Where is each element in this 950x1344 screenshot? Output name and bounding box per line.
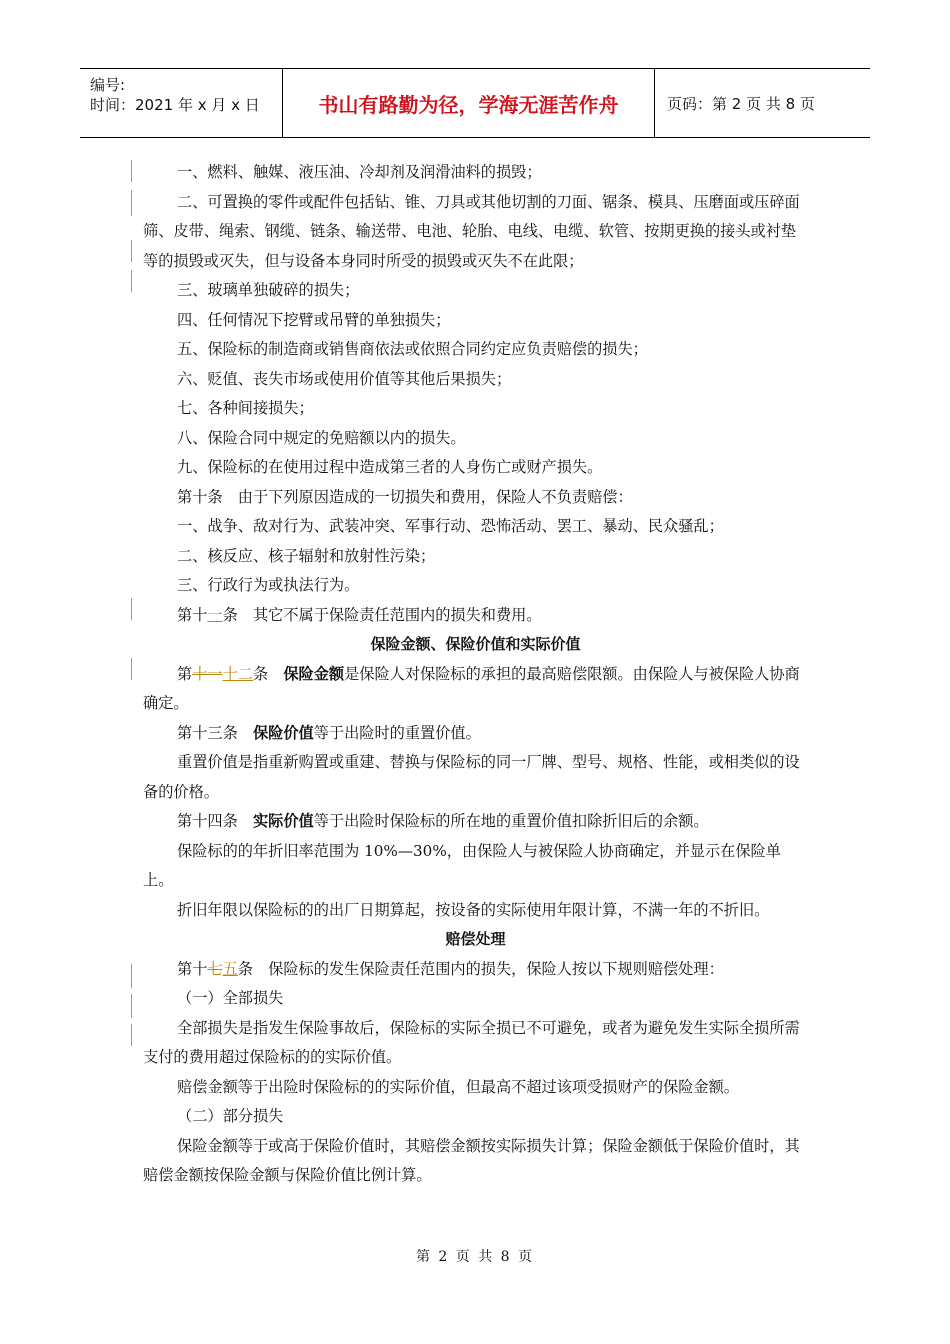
revision-bar xyxy=(131,964,132,988)
paragraph xyxy=(143,719,808,749)
paragraph: 四、任何情况下挖臂或吊臂的单独损失； xyxy=(177,310,451,329)
paragraph: 折旧年限以保险标的的出厂日期算起，按设备的实际使用年限计算，不满一年的不折旧。 xyxy=(177,900,770,919)
revision-bar xyxy=(131,658,132,680)
text-run: 第十 xyxy=(177,959,208,978)
header-page-info: 页码：第 2 页 共 8 页 xyxy=(667,94,815,113)
page-header xyxy=(80,68,870,138)
paragraph: 二、核反应、核子辐射和放射性污染； xyxy=(177,546,436,565)
paragraph xyxy=(143,660,808,719)
revision-bar xyxy=(131,598,132,620)
paragraph: 七、各种间接损失； xyxy=(177,399,314,417)
text-run: 第十四条 xyxy=(177,812,253,830)
paragraph: 八、保险合同中规定的免赔额以内的损失。 xyxy=(177,428,466,447)
text-run: 等于出险时保险标的所在地的重置价值扣除折旧后的余额。 xyxy=(313,812,709,830)
revision-insert: 十二 xyxy=(222,664,253,683)
bold-term: 实际价值 xyxy=(252,812,314,830)
section-heading: 赔偿处理 xyxy=(445,930,506,948)
paragraph: 五、保险标的制造商或销售商依法或依照合同约定应负责赔偿的损失； xyxy=(177,340,648,358)
revision-bar xyxy=(131,1024,132,1046)
paragraph xyxy=(143,807,808,837)
text-run: 第十 xyxy=(177,605,208,624)
paragraph: （一）全部损失 xyxy=(177,989,284,1007)
revision-bar xyxy=(131,190,132,216)
text-run: 条 保险标的发生保险责任范围内的损失，保险人按以下规则赔偿处理： xyxy=(237,959,724,978)
revision-bar xyxy=(131,270,132,292)
paragraph: 全部损失是指发生保险事故后，保险标的实际全损已不可避免，或者为避免发生实际全损所需支付的费用超过保险标的的实际价值。 xyxy=(143,1018,800,1066)
bold-term: 保险金额 xyxy=(283,664,345,683)
revision-bar xyxy=(131,994,132,1018)
header-motto: 书山有路勤为径，学海无涯苦作舟 xyxy=(282,69,655,137)
paragraph: 第十条 由于下列原因造成的一切损失和费用，保险人不负责赔偿： xyxy=(177,487,633,506)
paragraph: 六、贬值、丧失市场或使用价值等其他后果损失； xyxy=(177,369,512,388)
text-run: 第十三条 xyxy=(177,723,253,742)
revision-delete: 七 xyxy=(207,959,223,978)
paragraph: （二）部分损失 xyxy=(177,1107,284,1125)
time-label: 时间：2021 年 x 月 x 日 xyxy=(90,96,260,114)
revision-insert: 一 xyxy=(207,605,223,624)
revision-insert: 五 xyxy=(222,959,238,978)
text-run: 是保险人对保险标的承担的最高赔偿限额。由保险人与被保险人协商确定。 xyxy=(143,664,800,712)
page-footer: 第 2 页 共 8 页 xyxy=(415,1249,535,1265)
paragraph: 一、燃料、触媒、液压油、冷却剂及润滑油料的损毁； xyxy=(177,163,542,181)
paragraph: 三、行政行为或执法行为。 xyxy=(177,576,360,594)
paragraph: 二、可置换的零件或配件包括钻、锥、刀具或其他切割的刀面、锯条、模具、压磨面或压碎面筛、皮带、绳索、钢缆、链条、输送带、电池、轮胎、电线、电缆、软管、按期更换的接头或衬垫等的损毁或灭失，但与设备本身同时所受的损毁或灭失不在此限； xyxy=(143,192,800,270)
paragraph xyxy=(143,955,808,985)
number-label: 编号: xyxy=(90,76,126,94)
paragraph: 保险金额等于或高于保险价值时，其赔偿金额按实际损失计算；保险金额低于保险价值时，其赔偿金额按保险金额与保险价值比例计算。 xyxy=(143,1136,800,1184)
text-run: 第 xyxy=(177,664,193,683)
bold-term: 保险价值 xyxy=(252,723,314,742)
paragraph: 三、玻璃单独破碎的损失； xyxy=(177,281,360,299)
paragraph: 赔偿金额等于出险时保险标的的实际价值，但最高不超过该项受损财产的保险金额。 xyxy=(177,1077,739,1096)
revision-delete: 十一 xyxy=(192,664,223,683)
text-run: 条 xyxy=(252,664,284,683)
revision-bar xyxy=(131,240,132,262)
paragraph: 一、战争、敌对行为、武装冲突、军事行动、恐怖活动、罢工、暴动、民众骚乱； xyxy=(177,517,724,535)
section-heading: 保险金额、保险价值和实际价值 xyxy=(370,635,581,653)
document-body xyxy=(143,158,808,1191)
revision-bar xyxy=(131,160,132,182)
header-meta xyxy=(80,69,282,137)
paragraph: 九、保险标的在使用过程中造成第三者的人身伤亡或财产损失。 xyxy=(177,458,603,476)
paragraph: 重置价值是指重新购置或重建、替换与保险标的同一厂牌、型号、规格、性能，或相类似的设备的价格。 xyxy=(143,753,800,801)
paragraph xyxy=(143,601,808,631)
text-run: 等于出险时的重置价值。 xyxy=(313,723,481,742)
text-run: 条 其它不属于保险责任范围内的损失和费用。 xyxy=(222,605,542,624)
paragraph: 保险标的的年折旧率范围为 10%—30%，由保险人与被保险人协商确定，并显示在保险单上。 xyxy=(143,841,781,889)
